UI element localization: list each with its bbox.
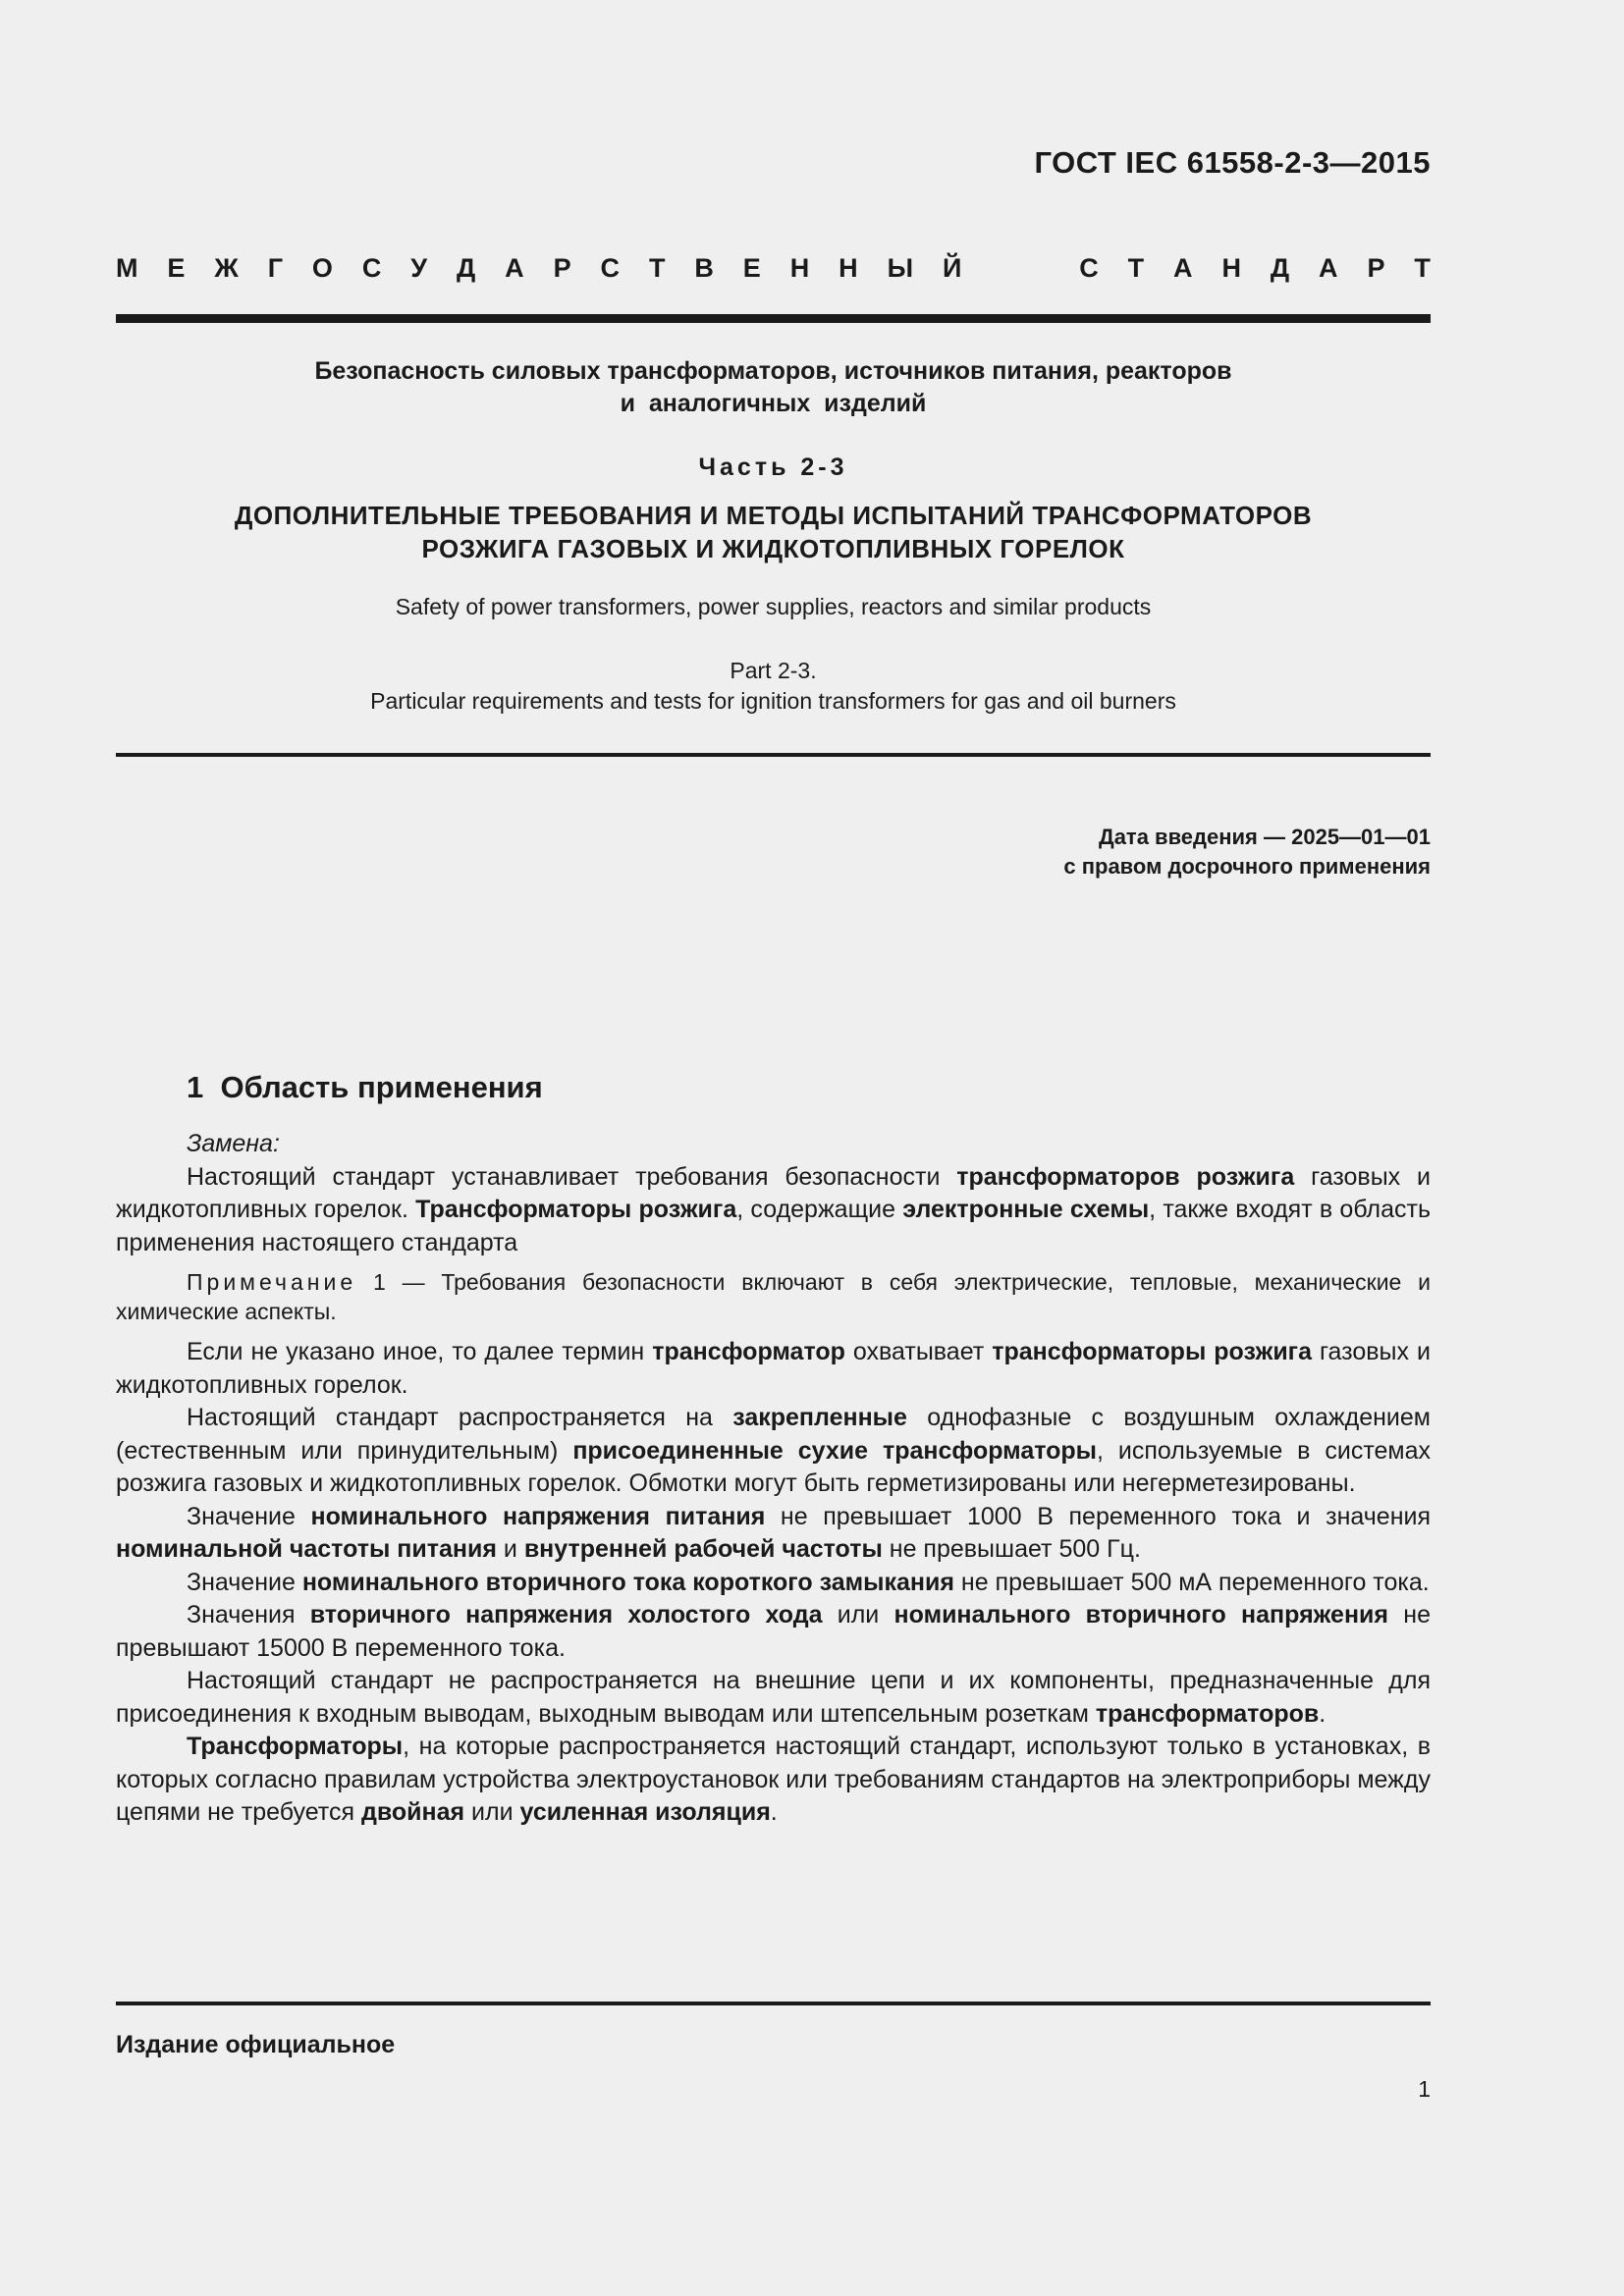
interstate-letter: С — [361, 253, 382, 283]
english-part — [116, 656, 1431, 717]
interstate-letter: Ж — [214, 253, 239, 283]
interstate-standard-heading — [116, 253, 1431, 284]
standard-letter: Д — [1270, 253, 1290, 283]
paragraph-8: Трансформаторы, на которые распространяется настоящий стандарт, используют только в установках, в которых согласно правилам устройства электроустановок или требованиям стандартов на электроприборы между цепями не требуется двойная или усиленная изоляция. — [116, 1733, 1431, 1826]
standard-letter: Т — [1414, 253, 1431, 283]
interstate-letter: Н — [789, 253, 810, 283]
title-block-rule — [116, 753, 1431, 757]
note-label: Примечание — [187, 1269, 357, 1295]
introduction-date-block — [1063, 823, 1431, 881]
interstate-letter: Д — [457, 253, 476, 283]
paragraph-5: Значение номинального вторичного тока короткого замыкания не превышает 500 мА переменного тока. — [187, 1568, 1430, 1596]
interstate-letter: В — [694, 253, 714, 283]
word-gap — [991, 253, 1050, 284]
part-label-ru: Часть 2-3 — [698, 454, 848, 481]
standard-letter: Р — [1367, 253, 1385, 283]
interstate-letter: А — [505, 253, 524, 283]
standard-letter: С — [1079, 253, 1099, 283]
standard-letter: Н — [1221, 253, 1241, 283]
standard-letter: Т — [1127, 253, 1145, 283]
english-title: Safety of power transformers, power supplies, reactors and similar products — [395, 594, 1152, 619]
paragraph-7: Настоящий стандарт не распространяется на внешние цепи и их компоненты, предназначенные для присоединения к входным выводам, выходным выводам или штепсельным розеткам трансформаторов. — [116, 1667, 1431, 1728]
page-number: 1 — [1418, 2076, 1431, 2102]
interstate-letter: М — [116, 253, 138, 283]
interstate-letter: Н — [839, 253, 858, 283]
russian-subtitle — [116, 499, 1431, 565]
russian-subtitle-line1: ДОПОЛНИТЕЛЬНЫЕ ТРЕБОВАНИЯ И МЕТОДЫ ИСПЫТАНИЙ ТРАНСФОРМАТОРОВ — [234, 501, 1313, 530]
russian-title-line1: Безопасность силовых трансформаторов, источников питания, реакторов — [314, 357, 1232, 385]
interstate-letter: Е — [742, 253, 761, 283]
interstate-letter: Г — [267, 253, 283, 283]
replacement-label: Замена: — [187, 1130, 280, 1157]
russian-subtitle-line2: РОЗЖИГА ГАЗОВЫХ И ЖИДКОТОПЛИВНЫХ ГОРЕЛОК — [421, 534, 1125, 563]
interstate-letter: Ы — [887, 253, 914, 283]
paragraph-6: Значения вторичного напряжения холостого хода или номинального вторичного напряжения не превышают 15000 В переменного тока. — [116, 1601, 1431, 1662]
section-heading: 1 Область применения — [187, 1070, 543, 1104]
paragraph-3: Настоящий стандарт распространяется на закрепленные однофазные с воздушным охлаждением (естественным или принудительным) присоединенные сухие трансформаторы, используемые в системах розжига газовых и жидкотопливных горелок. Обмотки могут быть герметизированы или негерметезированы. — [116, 1404, 1432, 1497]
official-edition-label: Издание официальное — [116, 2031, 396, 2058]
interstate-letter: Е — [167, 253, 186, 283]
paragraph-2: Если не указано иное, то далее термин трансформатор охватывает трансформаторы розжига газовых и жидкотопливных горелок. — [116, 1338, 1431, 1399]
note-1: Примечание 1 — Требования безопасности включают в себя электрические, тепловые, механические и химические аспекты. — [116, 1269, 1431, 1324]
interstate-letter: У — [410, 253, 428, 283]
header-rule — [116, 314, 1431, 323]
russian-title-line2: и аналогичных изделий — [620, 390, 927, 417]
paragraph-1: Настоящий стандарт устанавливает требования безопасности трансформаторов розжига газовых и жидкотопливных горелок. Трансформаторы розжига, содержащие электронные схемы, также входят в область применения настоящего стандарта — [116, 1162, 1432, 1256]
early-application-note: с правом досрочного применения — [1063, 854, 1431, 879]
interstate-letter: Т — [648, 253, 666, 283]
interstate-letter: О — [311, 253, 333, 283]
russian-title — [116, 355, 1431, 420]
interstate-letter: Р — [553, 253, 571, 283]
interstate-letter: С — [600, 253, 621, 283]
introduction-date: Дата введения — 2025—01—01 — [1099, 825, 1431, 849]
standard-letter: А — [1319, 253, 1338, 283]
footer-rule — [116, 2002, 1431, 2005]
english-part-line2: Particular requirements and tests for ignition transformers for gas and oil burners — [370, 688, 1176, 714]
standard-letter: А — [1173, 253, 1193, 283]
paragraph-4: Значение номинального напряжения питания не превышает 1000 В переменного тока и значения номинальной частоты питания и внутренней рабочей частоты не превышает 500 Гц. — [116, 1502, 1432, 1563]
document-number: ГОСТ IEC 61558-2-3—2015 — [1034, 145, 1431, 180]
english-part-line1: Part 2-3. — [730, 658, 817, 683]
section-body — [116, 1128, 1431, 1830]
interstate-letter: Й — [942, 253, 962, 283]
